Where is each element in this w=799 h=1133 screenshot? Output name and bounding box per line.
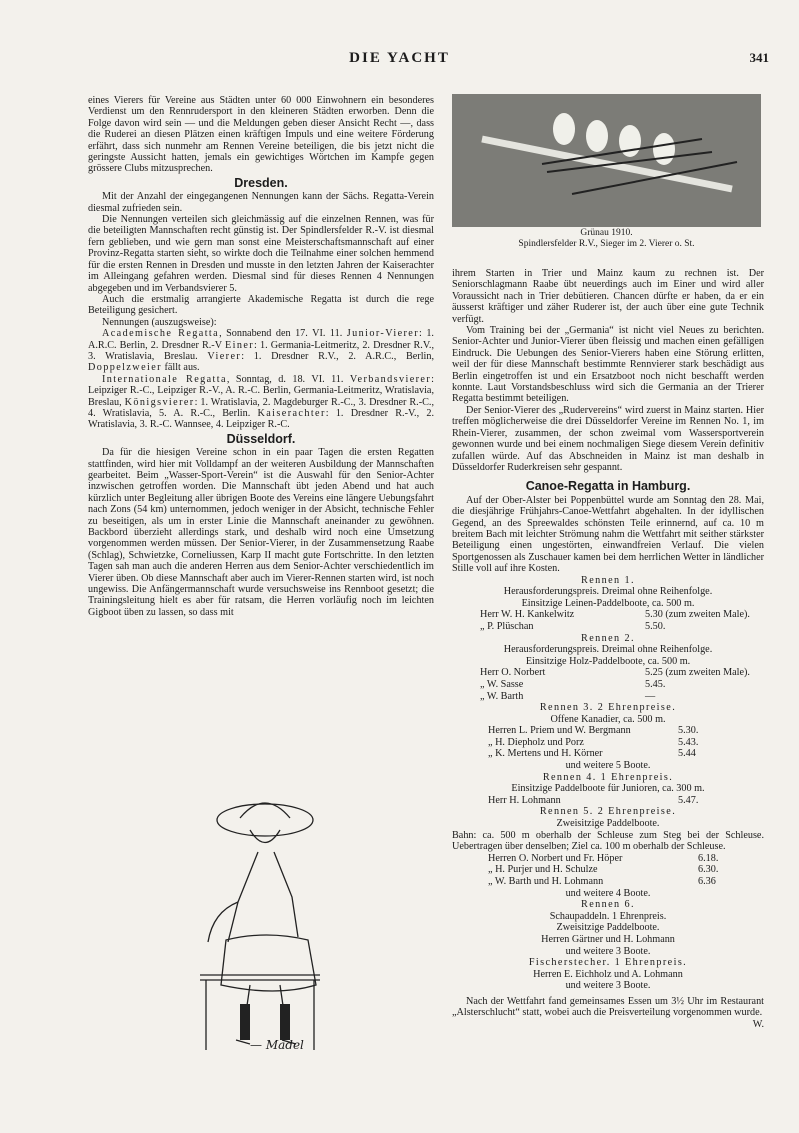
- paragraph: Auf der Ober-Alster bei Poppenbüttel wurde am Sonntag den 28. Mai, die diesjährige Frühjahrs-Canoe-Wettfahrt abgehalten. In der idyllischen Gegend, an des Spreewaldes schönsten Teile erinnernd, auf ca. 10 m breitem Bach mit leichter Strömung nahm die Wettfahrt mit seither stärkster Beteiligung einen ungestörten, einwandfreien Verlauf. Die vielen Sportgenossen als Zuschauer kamen bei dem herrlichen Wetter in ländlicher Stille voll auf ihre Kosten.: [452, 494, 764, 575]
- result-name: „ H. Diepholz und Porz: [488, 736, 584, 748]
- result-time: 5.50.: [645, 620, 666, 632]
- result-row: [452, 876, 764, 888]
- more-boats: und weitere 5 Boote.: [565, 760, 651, 772]
- result-time: 5.44: [678, 748, 696, 760]
- paragraph: Der Senior-Vierer des „Rudervereins“ wird zuerst in Mainz starten. Hier treffen möglicherweise die drei Düsseldorfer Vereine im Rennen No. 1, im Rhein-Vierer, zusammen, der schon zweimal vom Wassersportverein gewonnen wurde und bei einem nochmaligen Siege diesem Verein definitiv zufallen würde. Auf das Abschneiden in Mainz ist man deshalb in Düsseldorfer Ruderkreisen sehr gespannt.: [452, 404, 764, 473]
- entry-head: Internationale Regatta: [102, 373, 227, 385]
- result-row: [452, 621, 764, 633]
- rowing-boat-image: [452, 94, 761, 227]
- race-heading: Rennen 3. 2 Ehrenpreise.: [539, 702, 677, 714]
- result-time: 6.30.: [698, 864, 719, 876]
- author-signature: W.: [752, 1018, 764, 1030]
- intro-paragraph: eines Vierers für Vereine aus Städten unter 60 000 Einwohnern ein besonderes Verdienst um den Rennrudersport in den kleineren Städten erworben. Denn die Folge davon wird sein — und die Meldungen geben dieser Ansicht Recht —, dass die Ruderei an diesen Plätzen einen kräftigen Impuls und eine weitere Förderung erfährt, dass sich nunmehr am Rennen Vereine beteiligen, die bis jetzt nicht die geringste Aussicht hatten, jemals ein gewichtiges Wörtchen im Kampfe gegen grössere Clubs mitzusprechen.: [88, 95, 434, 175]
- result-row: [452, 795, 764, 807]
- result-row: [452, 667, 764, 679]
- photo-caption-line1: Grünau 1910.: [580, 228, 633, 238]
- entry-head: Verbandsvierer: [349, 373, 432, 385]
- more-boats: und weitere 3 Boote.: [565, 980, 651, 992]
- section-heading-canoe-regatta: Canoe-Regatta in Hamburg.: [525, 479, 691, 494]
- entry-text: : Leipziger R.-C., Leipziger R.-V., A. R.-C. Berlin, Germania-Leitmeritz, Wratislavia, Breslau,: [88, 373, 434, 408]
- result-row: [452, 691, 764, 703]
- result-name: „ P. Plüschan: [480, 620, 534, 632]
- result-time: 5.45.: [645, 678, 666, 690]
- result-time: 5.43.: [678, 736, 699, 748]
- right-column: [452, 268, 764, 1030]
- race-heading: Fischerstecher. 1 Ehrenpreis.: [528, 957, 688, 969]
- entry-text: , Sonntag, d. 18. VI. 11.: [226, 373, 350, 385]
- result-row: [452, 609, 764, 621]
- result-name: „ H. Purjer und H. Schulze: [488, 864, 598, 876]
- entry-head: Academische Regatta: [102, 328, 220, 340]
- race-condition: Offene Kanadier, ca. 500 m.: [550, 713, 666, 725]
- entry-head: Doppelzweier: [88, 362, 162, 374]
- entries-paragraph: [88, 374, 434, 431]
- result-name: „ W. Sasse: [480, 678, 524, 690]
- woman-sketch-image: [170, 790, 350, 1060]
- result-name: „ W. Barth und H. Lohmann: [488, 876, 604, 887]
- race-condition: Zweisitzige Paddelboote.: [556, 922, 660, 934]
- result-row: [452, 748, 764, 760]
- more-boats: und weitere 4 Boote.: [565, 887, 651, 899]
- result-row: [452, 725, 764, 737]
- entry-text: : 1. Germania-Leitmeritz, 2. Dresdner R.V., 3. Wratislavia, Breslau.: [88, 339, 434, 362]
- more-boats: und weitere 3 Boote.: [565, 945, 651, 957]
- page-header-title: DIE YACHT: [349, 50, 450, 66]
- section-heading-dresden: Dresden.: [234, 175, 288, 190]
- entry-head: Vierer: [207, 350, 242, 362]
- entry-text: , Sonnabend den 17. VI. 11.: [219, 328, 347, 340]
- result-time: —: [645, 690, 656, 702]
- race-heading: Rennen 6.: [581, 899, 635, 911]
- result-name: Herren Gärtner und H. Lohmann: [541, 933, 675, 945]
- entry-text: : 1. A.R.C. Berlin, 2. Dresdner R.-V: [88, 328, 434, 351]
- race-heading: Rennen 5. 2 Ehrenpreise.: [539, 806, 677, 818]
- photo-caption-line2: Spindlersfelder R.V., Sieger im 2. Vierer o. St.: [518, 239, 695, 249]
- race-condition: Einsitzige Holz-Paddelboote, ca. 500 m.: [525, 655, 691, 667]
- result-time: 5.25 (zum zweiten Male).: [645, 667, 750, 679]
- race-heading: Rennen 4. 1 Ehrenpreis.: [542, 771, 674, 783]
- result-time: 5.30.: [678, 725, 699, 737]
- result-time: 5.30 (zum zweiten Male).: [645, 609, 750, 621]
- race-heading: Rennen 1.: [581, 574, 635, 586]
- race-condition: Herausforderungspreis. Dreimal ohne Reihenfolge.: [503, 644, 713, 656]
- paragraph: Mit der Anzahl der eingegangenen Nennungen kann der Sächs. Regatta-Verein diesmal zufrieden sein.: [88, 191, 434, 214]
- race-condition: Einsitzige Leinen-Paddelboote, ca. 500 m.: [521, 597, 695, 609]
- result-time: 6.18.: [698, 852, 719, 864]
- entries-paragraph: [88, 328, 434, 374]
- result-name: Herr H. Lohmann: [488, 794, 561, 806]
- paragraph: Vom Training bei der „Germania“ ist nicht viel Neues zu berichten. Senior-Achter und Junior-Vierer üben fleissig und machen einen gefälligen Eindruck. Die Uebungen des Senior-Vierers haben eine Störung erlitten, weil der für diese Mannschaft bestimmte Rennvierer stark beschädigt aus Berlin eingetroffen ist und ein Ersatzboot noch nicht beschafft werden konnte. Laut Vorstandsbeschluss wird sich die Germania an der Trierer Regatta bestimmt beteiligen.: [452, 325, 764, 405]
- result-time: 5.47.: [678, 794, 699, 806]
- woman-sketch-illustration: [170, 790, 350, 1060]
- result-row: [452, 853, 764, 865]
- race-condition: Herausforderungspreis. Dreimal ohne Reihenfolge.: [503, 586, 713, 598]
- result-name: „ W. Barth: [480, 690, 524, 702]
- entry-text: : 1. Dresdner R.-V., 2. Wratislavia, 3. R.-C. Wannsee, 4. Leipziger R.-C.: [88, 407, 434, 431]
- paragraph: Nennungen (auszugsweise):: [102, 316, 217, 328]
- paragraph: ihrem Starten in Trier und Mainz kaum zu rechnen ist. Der Seniorschlagmann Raabe übt neuerdings auch im Einer und wird aller Voraussicht nach in Trier debütieren. Chancen dürfte er haben, da er ein äusserst kräftiger und zäher Ruderer ist, der auch über eine gute Technik verfügt.: [452, 268, 764, 325]
- paragraph: Auch die erstmalig arrangierte Akademische Regatta ist durch die rege Beteiligung gesichert.: [88, 293, 434, 317]
- closing-paragraph: Nach der Wettfahrt fand gemeinsames Essen um 3½ Uhr im Restaurant „Alsterschlucht“ statt, wobei auch die Preisverteilung vorgenommen wurde.: [452, 995, 764, 1019]
- left-column: [88, 95, 434, 618]
- race-condition: Zweisitzige Paddelboote.: [556, 818, 660, 830]
- page-number: 341: [749, 50, 769, 65]
- entry-text: : 1. Wratislavia, 2. Magdeburger R.-C., 3. Dresdner R.-C., 4. Wratislavia, 5. A. R.-C., Berlin.: [88, 396, 435, 419]
- result-name: Herren L. Priem und W. Bergmann: [488, 725, 631, 737]
- entry-text: fällt aus.: [161, 362, 200, 374]
- result-name: „ K. Mertens und H. Körner: [488, 748, 603, 760]
- entry-head: Junior-Vierer: [346, 328, 420, 340]
- entry-head: Königsvierer: [124, 396, 195, 408]
- rowing-crew-photo: [452, 94, 761, 227]
- race-heading: Rennen 2.: [581, 632, 635, 644]
- race-results: [452, 575, 764, 992]
- entry-head: Einer: [224, 339, 255, 351]
- race-condition: Schaupaddeln. 1 Ehrenpreis.: [549, 910, 667, 922]
- result-row: [452, 679, 764, 691]
- paragraph: Da für die hiesigen Vereine schon in ein paar Tagen die ersten Regatten stattfinden, wird hier mit Volldampf an der weiteren Ausbildung der Mannschaften gearbeitet. Beim „Wasser-Sport-Verein“ ist die Auswahl für den Senior-Achter inzwischen getroffen worden. Die Mannschaft übt jeden Abend und hat auch kürzlich unter Begleitung aller übrigen Boote des Vereins eine längere Uebungsfahrt nach Zons (54 km) unternommen, jedoch weniger in der Absicht, technische Fehler zu beseitigen, als um in erster Linie die Mannschaft aneinander zu gewöhnen. Backbord überzieht allerdings stark, und deshalb wird noch eine Umsetzung vorgenommen werden müssen. Der Senior-Vierer, in der Zusammensetzung Raabe (Schlag), Schwietzke, Corneliussen, Karp II macht gute Fortschritte. In den letzten Tagen sah man auch die anderen Herren aus dem Senior-Achter verschiedentlich im Vierer üben. Ob diese Mannschaft aber auch im Vierer-Rennen starten wird, ist noch ungewiss. Die Anfängermannschaft wurde versuchsweise ins Rennboot gesetzt; die Trainingsleitung hielt es aber für ratsam, die Herren vorläufig noch im leichten Gigboot üben zu lassen, so dass mit: [88, 447, 434, 618]
- result-row: [452, 864, 764, 876]
- result-name: Herren O. Norbert und Fr. Höper: [488, 852, 623, 864]
- paragraph: Die Nennungen verteilen sich gleichmässig auf die einzelnen Rennen, was für die beteiligten Mannschaften recht günstig ist. Der Spindlersfelder R.-V. ist diesmal fern geblieben, und wie gern man sonst eine Meisterschaftsmannschaft auf einer Provinz-Regatta starten sieht, so wirkte doch die Teilnahme einer solchen hemmend für die ersten Rennen in Dresden und musste in den letzten Jahren der Kaiserachter im Alleingang gefahren werden. Diesmal sind für dieses Rennen 4 Nennungen abgegeben und im Verbandsvierer 5.: [88, 214, 434, 294]
- result-name: Herren E. Eichholz und A. Lohmann: [533, 968, 683, 980]
- result-row: [452, 737, 764, 749]
- result-time: 6.36: [698, 876, 716, 887]
- race-condition: Einsitzige Paddelboote für Junioren, ca. 300 m.: [511, 783, 705, 795]
- entry-head: Kaiserachter: [257, 407, 326, 419]
- entry-text: : 1. Dresdner R.V., 2. A.R.C., Berlin,: [241, 350, 434, 362]
- result-name: Herr O. Norbert: [480, 667, 546, 679]
- section-heading-duesseldorf: Düsseldorf.: [226, 431, 296, 446]
- race-course: Bahn: ca. 500 m oberhalb der Schleuse zum Steg bei der Schleuse. Uebertragen über denselben; Ziel ca. 100 m oberhalb der Schleuse.: [452, 829, 764, 853]
- result-name: Herr W. H. Kankelwitz: [480, 609, 575, 621]
- illustration-signature: — Madel: [250, 1038, 304, 1052]
